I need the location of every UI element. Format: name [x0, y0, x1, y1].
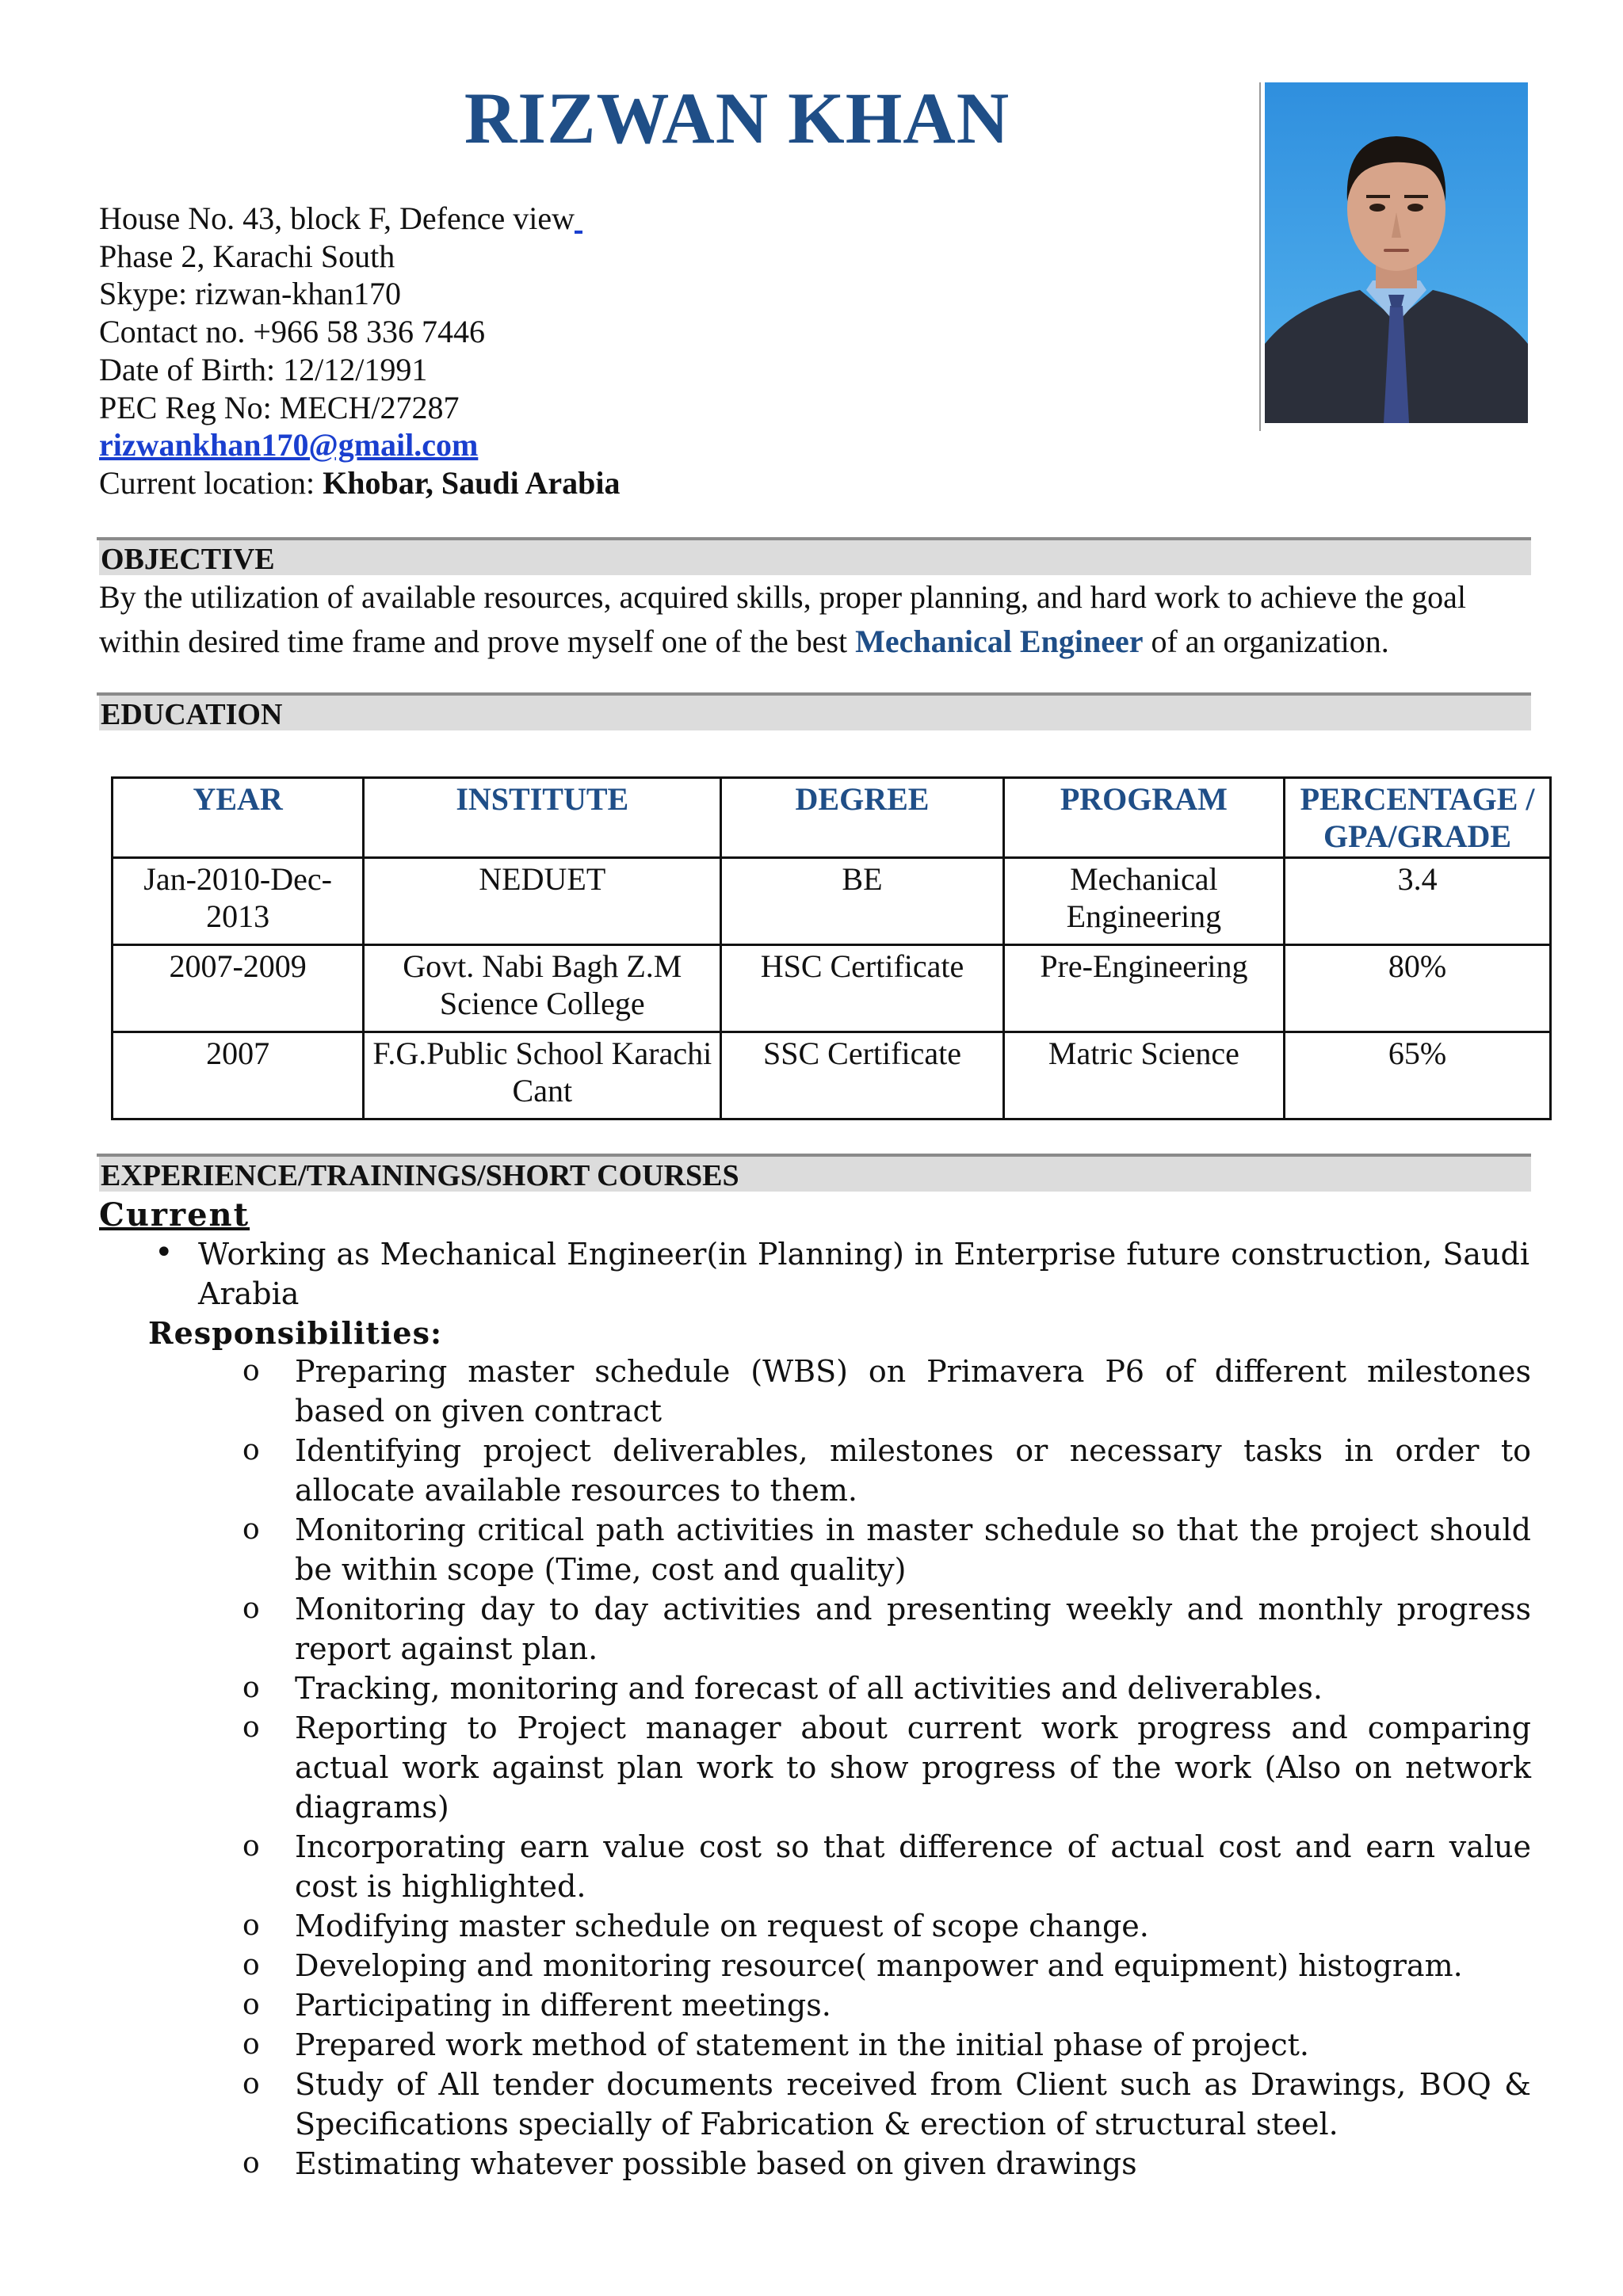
responsibility-text: Identifying project deliverables, milestones or necessary tasks in order to allocate available resources to them.	[295, 1433, 1531, 1508]
address-line-2: Phase 2, Karachi South	[99, 238, 395, 274]
cell-year: 2007	[113, 1032, 364, 1119]
responsibility-text: Preparing master schedule (WBS) on Primavera P6 of different milestones based on given contract	[295, 1354, 1531, 1428]
current-position-text: Working as Mechanical Engineer(in Planning) in Enterprise future construction, Saudi Arabia	[198, 1237, 1529, 1311]
responsibility-text: Reporting to Project manager about current work progress and comparing actual work against plan work to show progress of the work (Also on network diagrams)	[295, 1711, 1531, 1825]
responsibility-text: Tracking, monitoring and forecast of all activities and deliverables.	[295, 1671, 1323, 1706]
email-link[interactable]: rizwankhan170@gmail.com	[99, 427, 479, 463]
sub-bullet-icon: o	[242, 1949, 260, 1981]
list-item	[238, 1431, 1531, 1510]
responsibility-text: Modifying master schedule on request of scope change.	[295, 1909, 1149, 1943]
cell-grade: 80%	[1285, 945, 1551, 1032]
education-heading: EDUCATION	[99, 696, 1531, 730]
col-header-year: YEAR	[113, 778, 364, 858]
table-row	[113, 945, 1551, 1032]
current-label: Current	[99, 1196, 250, 1234]
list-item	[238, 1352, 1531, 1431]
profile-photo-graphic	[1265, 82, 1528, 423]
phone-number: Contact no. +966 58 336 7446	[99, 314, 485, 350]
profile-photo	[1265, 82, 1528, 423]
cell-institute: Govt. Nabi Bagh Z.M Science College	[364, 945, 721, 1032]
list-item	[238, 1827, 1531, 1906]
col-header-program: PROGRAM	[1003, 778, 1284, 858]
list-item	[238, 1906, 1531, 1946]
current-location: Current location: Khobar, Saudi Arabia	[99, 464, 621, 501]
table-row	[113, 858, 1551, 945]
sub-bullet-icon: o	[242, 1909, 260, 1942]
sub-bullet-icon: o	[242, 2028, 260, 2061]
col-header-percentage: PERCENTAGE / GPA/GRADE	[1285, 778, 1551, 858]
cell-institute: NEDUET	[364, 858, 721, 945]
sub-bullet-icon: o	[242, 1355, 260, 1387]
experience-heading: EXPERIENCE/TRAININGS/SHORT COURSES	[99, 1157, 1531, 1192]
education-table	[111, 776, 1552, 1120]
bullet-icon: •	[155, 1234, 174, 1271]
list-item	[238, 1669, 1531, 1708]
sub-bullet-icon: o	[242, 1434, 260, 1466]
cell-year: Jan-2010-Dec-2013	[113, 858, 364, 945]
current-position	[147, 1234, 1529, 1314]
responsibility-text: Prepared work method of statement in the initial phase of project.	[295, 2027, 1309, 2062]
sub-bullet-icon: o	[242, 1989, 260, 2021]
contact-info	[99, 200, 621, 502]
cell-program: Pre-Engineering	[1003, 945, 1284, 1032]
cell-degree: SSC Certificate	[721, 1032, 1003, 1119]
list-item	[238, 1708, 1531, 1827]
list-item	[238, 1985, 1531, 2025]
cell-degree: BE	[721, 858, 1003, 945]
cell-degree: HSC Certificate	[721, 945, 1003, 1032]
sub-bullet-icon: o	[242, 2147, 260, 2180]
cell-institute: F.G.Public School Karachi Cant	[364, 1032, 721, 1119]
cell-program: Mechanical Engineering	[1003, 858, 1284, 945]
cell-grade: 65%	[1285, 1032, 1551, 1119]
responsibilities-label: Responsibilities:	[148, 1315, 442, 1351]
sub-bullet-icon: o	[242, 2068, 260, 2100]
list-item	[238, 1589, 1531, 1669]
date-of-birth: Date of Birth: 12/12/1991	[99, 351, 428, 387]
photo-border-line	[1259, 82, 1261, 431]
sub-bullet-icon: o	[242, 1830, 260, 1863]
list-item	[238, 1946, 1531, 1985]
list-item	[238, 2025, 1531, 2065]
list-item	[238, 2144, 1531, 2183]
responsibility-text: Participating in different meetings.	[295, 1988, 831, 2023]
objective-heading: OBJECTIVE	[99, 540, 1531, 575]
list-item	[238, 2065, 1531, 2144]
objective-highlight: Mechanical Engineer	[855, 624, 1144, 659]
sub-bullet-icon: o	[242, 1592, 260, 1625]
address-line-1: House No. 43, block F, Defence view	[99, 200, 575, 236]
candidate-name: RIZWAN KHAN	[464, 78, 1010, 158]
responsibility-text: Monitoring critical path activities in master schedule so that the project should be within scope (Time, cost and quality)	[295, 1512, 1531, 1587]
col-header-degree: DEGREE	[721, 778, 1003, 858]
cell-grade: 3.4	[1285, 858, 1551, 945]
table-row	[113, 1032, 1551, 1119]
cell-program: Matric Science	[1003, 1032, 1284, 1119]
cell-year: 2007-2009	[113, 945, 364, 1032]
responsibilities-list	[238, 1352, 1531, 2183]
pec-registration: PEC Reg No: MECH/27287	[99, 389, 460, 425]
sub-bullet-icon: o	[242, 1672, 260, 1704]
sub-bullet-icon: o	[242, 1513, 260, 1546]
responsibility-text: Developing and monitoring resource( manpower and equipment) histogram.	[295, 1948, 1463, 1983]
responsibility-text: Study of All tender documents received from Client such as Drawings, BOQ & Specifications specially of Fabrication & erection of structural steel.	[295, 2067, 1531, 2142]
objective-text: By the utilization of available resources, acquired skills, proper planning, and hard work to achieve the goal within desired time frame and prove myself one of the best Mechanical Engineer of an organization.	[99, 579, 1466, 659]
col-header-institute: INSTITUTE	[364, 778, 721, 858]
responsibility-text: Monitoring day to day activities and presenting weekly and monthly progress report against plan.	[295, 1592, 1531, 1666]
sub-bullet-icon: o	[242, 1711, 260, 1744]
table-header-row	[113, 778, 1551, 858]
responsibility-text: Incorporating earn value cost so that difference of actual cost and earn value cost is highlighted.	[295, 1829, 1531, 1904]
responsibility-text: Estimating whatever possible based on given drawings	[295, 2146, 1137, 2181]
skype-id: Skype: rizwan-khan170	[99, 276, 402, 312]
list-item	[238, 1510, 1531, 1589]
